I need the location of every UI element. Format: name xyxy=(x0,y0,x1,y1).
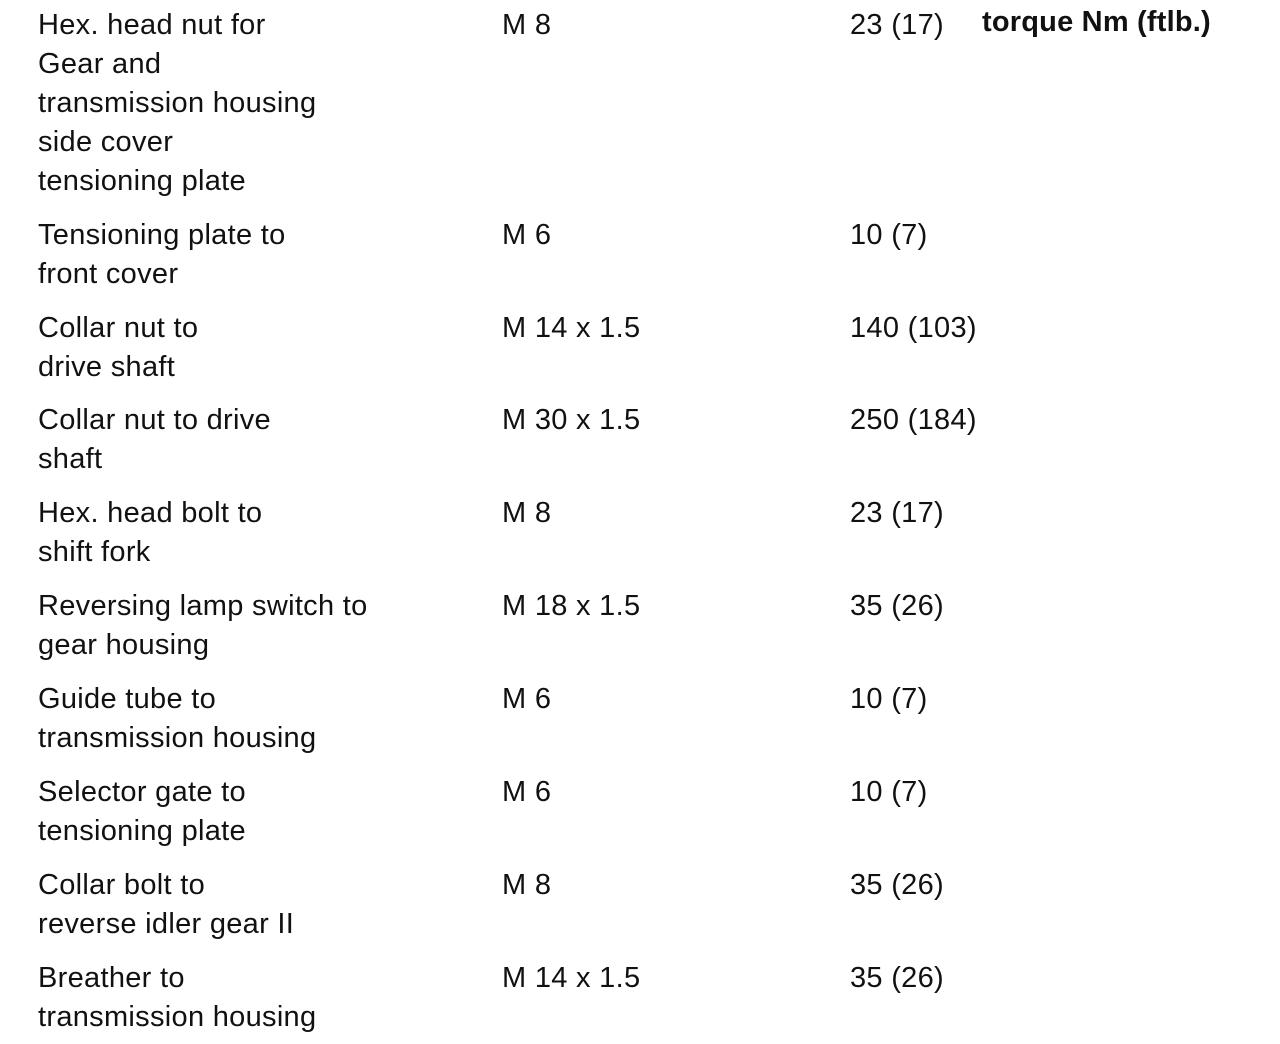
description-line: gear housing xyxy=(38,629,210,661)
thread-size: M 30 x 1.5 xyxy=(502,404,641,436)
description-line: Hex. head bolt to xyxy=(38,497,263,529)
row-description xyxy=(38,401,478,479)
description-line: Collar nut to drive xyxy=(38,404,271,436)
thread-size: M 14 x 1.5 xyxy=(502,312,641,344)
torque-value: 35 (26) xyxy=(850,869,944,901)
thread-size: M 6 xyxy=(502,776,552,808)
torque-value: 35 (26) xyxy=(850,962,944,994)
row-description xyxy=(38,309,478,387)
thread-size: M 8 xyxy=(502,869,552,901)
description-line: reverse idler gear II xyxy=(38,908,295,940)
thread-size: M 8 xyxy=(502,497,552,529)
description-line: front cover xyxy=(38,258,179,290)
torque-value: 10 (7) xyxy=(850,219,928,251)
torque-value: 250 (184) xyxy=(850,404,977,436)
torque-value: 35 (26) xyxy=(850,590,944,622)
description-line: Tensioning plate to xyxy=(38,219,286,251)
description-line: Hex. head nut for xyxy=(38,9,266,41)
row-description xyxy=(38,680,478,758)
torque-value: 10 (7) xyxy=(850,776,928,808)
description-line: tensioning plate xyxy=(38,165,246,197)
torque-value: 23 (17) xyxy=(850,497,944,529)
description-line: tensioning plate xyxy=(38,815,246,847)
row-description xyxy=(38,216,478,294)
description-line: Collar nut to xyxy=(38,312,199,344)
thread-size: M 6 xyxy=(502,683,552,715)
description-line: transmission housing xyxy=(38,722,317,754)
description-line: Gear and xyxy=(38,48,162,80)
description-line: transmission housing xyxy=(38,87,317,119)
torque-value: 23 (17) xyxy=(850,9,944,41)
row-description xyxy=(38,959,478,1037)
thread-size: M 6 xyxy=(502,219,552,251)
description-line: Selector gate to xyxy=(38,776,246,808)
description-line: shaft xyxy=(38,443,103,475)
thread-size: M 18 x 1.5 xyxy=(502,590,641,622)
description-line: Breather to xyxy=(38,962,185,994)
row-description xyxy=(38,866,478,944)
row-description xyxy=(38,494,478,572)
row-description xyxy=(38,773,478,851)
description-line: Guide tube to xyxy=(38,683,217,715)
description-line: side cover xyxy=(38,126,174,158)
row-description xyxy=(38,6,478,201)
torque-unit-header: torque Nm (ftlb.) xyxy=(982,6,1211,38)
description-line: transmission housing xyxy=(38,1001,317,1033)
torque-value: 140 (103) xyxy=(850,312,977,344)
row-description xyxy=(38,587,478,665)
thread-size: M 14 x 1.5 xyxy=(502,962,641,994)
description-line: Collar bolt to xyxy=(38,869,205,901)
thread-size: M 8 xyxy=(502,9,552,41)
description-line: drive shaft xyxy=(38,351,176,383)
description-line: shift fork xyxy=(38,536,151,568)
torque-value: 10 (7) xyxy=(850,683,928,715)
description-line: Reversing lamp switch to xyxy=(38,590,368,622)
